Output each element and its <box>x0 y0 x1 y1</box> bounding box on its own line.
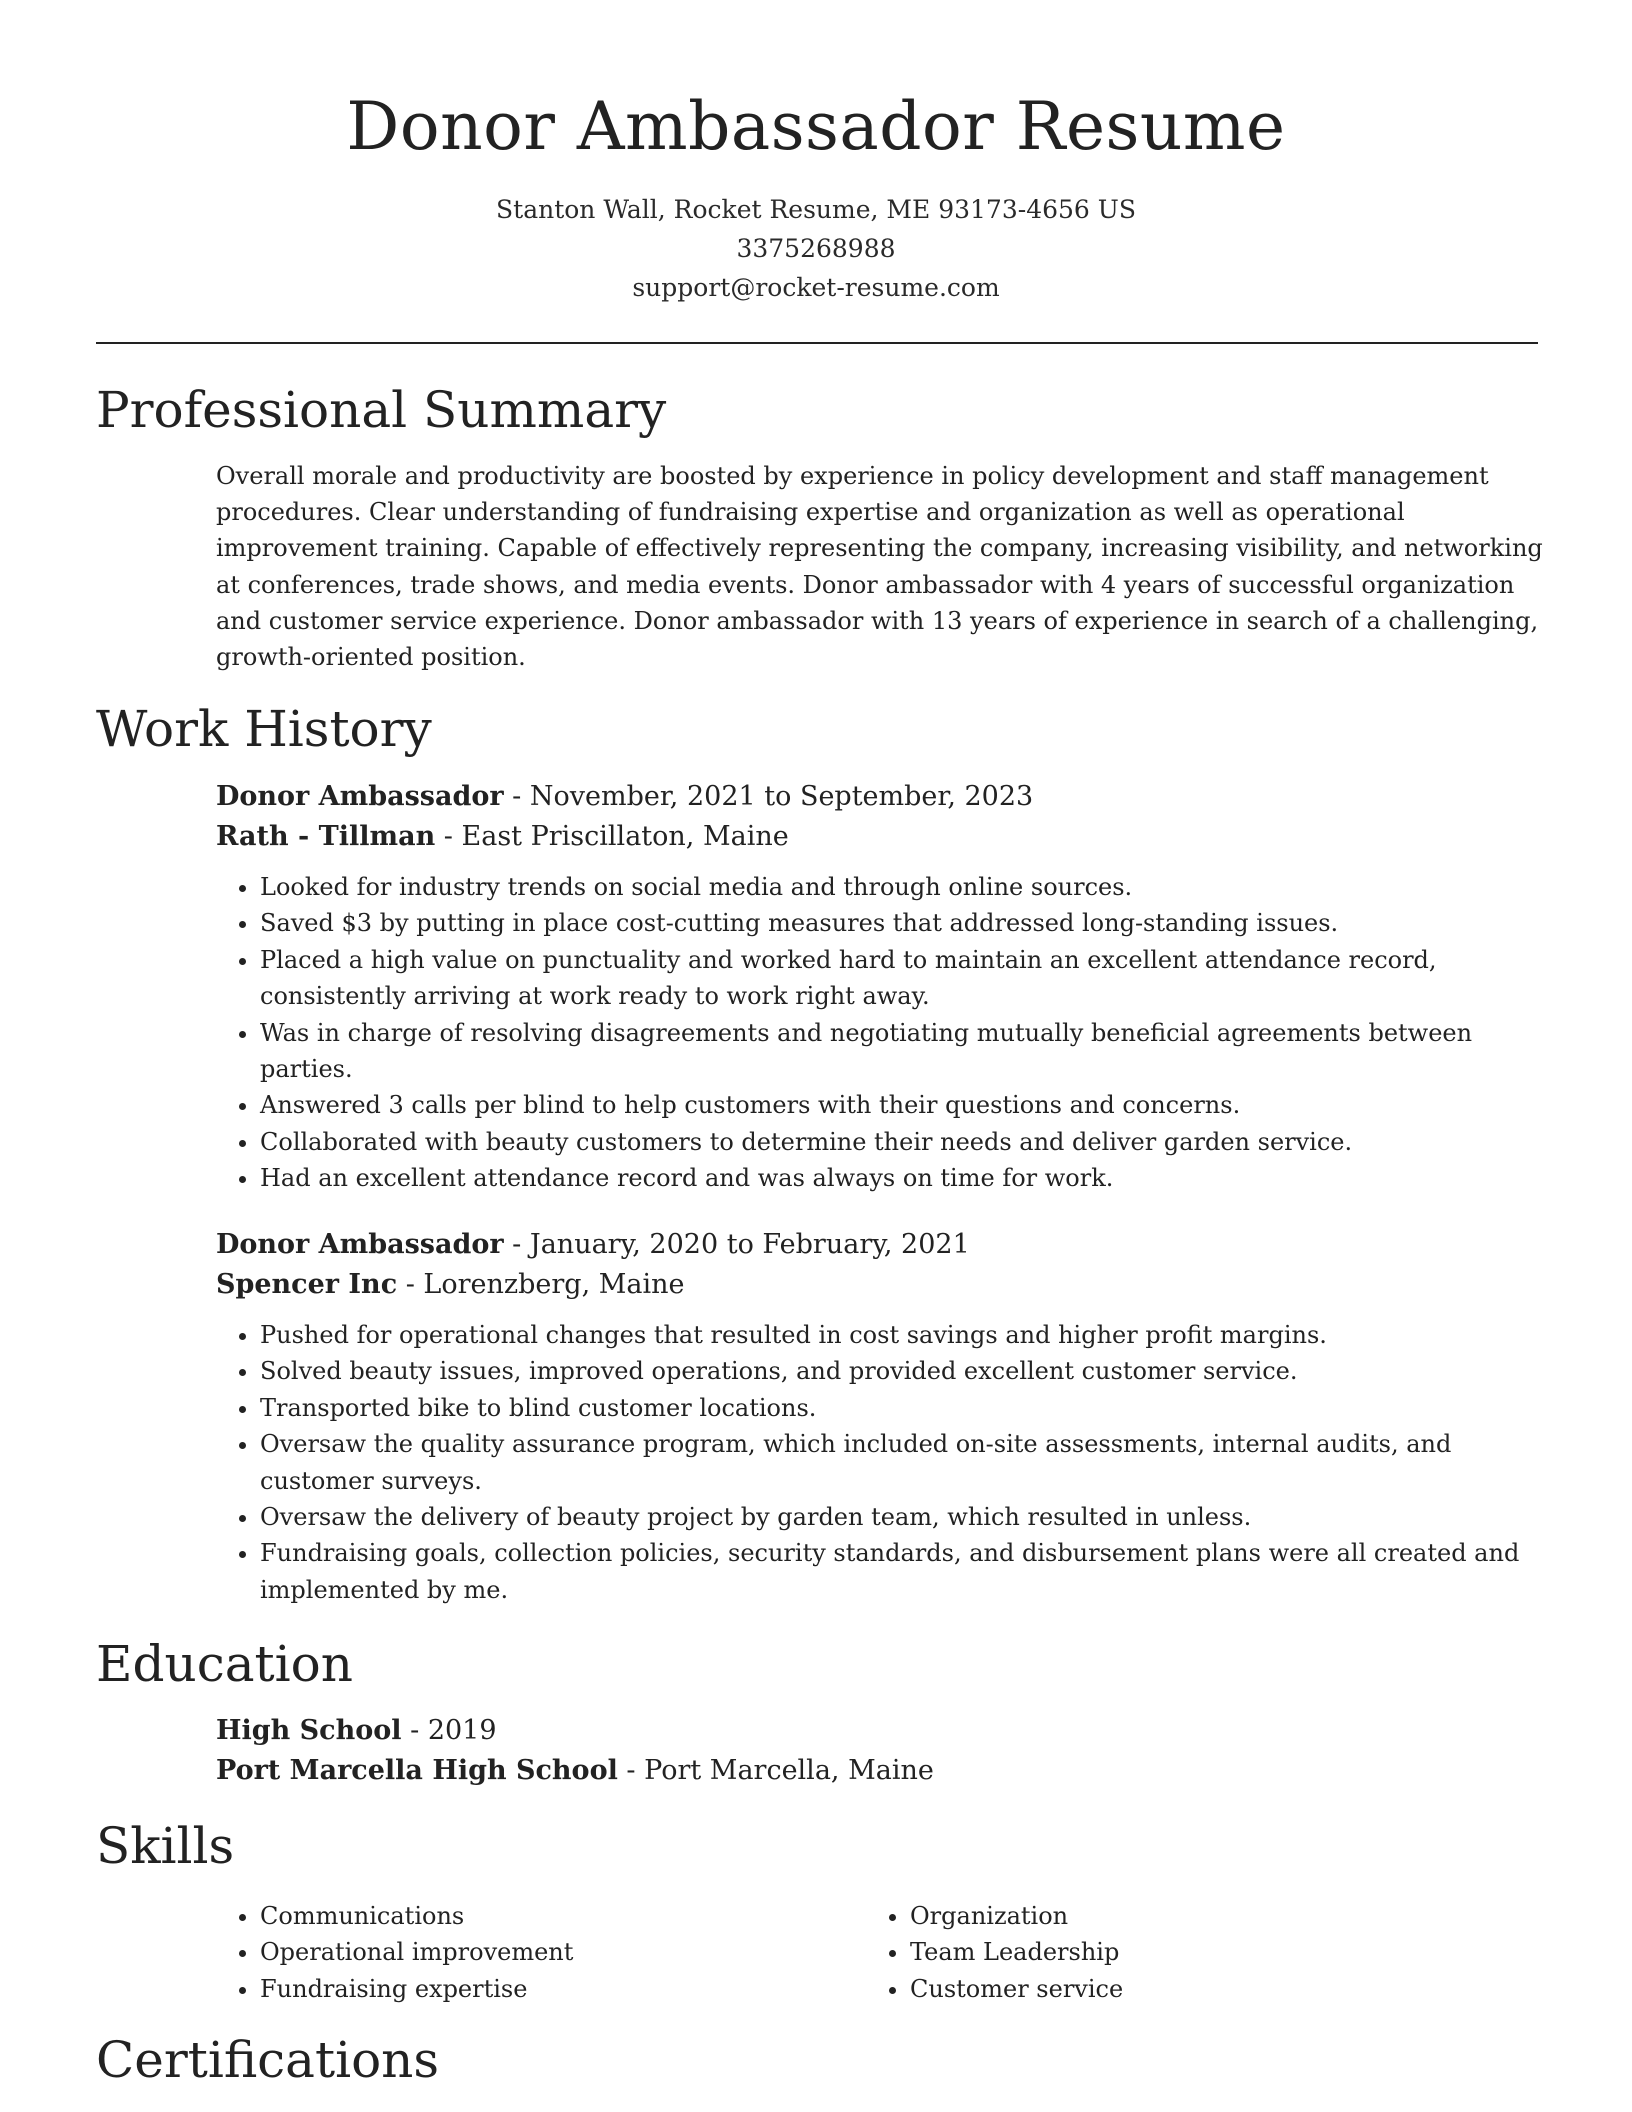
work-history-heading: Work History <box>96 700 432 758</box>
education-school-line <box>216 1751 1546 1791</box>
resume-title: Donor Ambassador Resume <box>346 88 1286 165</box>
skill-item: • Customer service <box>910 1971 1516 2007</box>
job-duty: • Answered 3 calls per blind to help customers with their questions and concerns. <box>260 1087 1546 1123</box>
job-company: Rath - Tillman <box>216 821 436 852</box>
job-duty: • Was in charge of resolving disagreements and negotiating mutually beneficial agreements between parties. <box>260 1015 1546 1088</box>
job-location: - East Priscillaton, Maine <box>435 821 789 852</box>
contact-address: Stanton Wall, Rocket Resume, ME 93173-4656 US <box>496 195 1136 224</box>
skill-item: • Fundraising expertise <box>260 1971 866 2007</box>
job-duty: • Oversaw the quality assurance program, which included on-site assessments, internal audits, and customer surveys. <box>260 1426 1546 1499</box>
skills-heading: Skills <box>96 1817 235 1875</box>
summary-text: Overall morale and productivity are boosted by experience in policy development and staff management procedures. Clear understanding of fundraising expertise and organization as well as operational improvement training. Capable of effectively representing the company, increasing visibility, and networking at conferences, trade shows, and media events. Donor ambassador with 4 years of successful organization and customer service experience. Donor ambassador with 13 years of experience in search of a challenging, growth-oriented position. <box>216 462 1543 672</box>
summary-heading: Professional Summary <box>96 381 667 439</box>
job-title-line <box>216 777 1546 817</box>
skill-item: • Organization <box>910 1898 1516 1934</box>
job-entry <box>216 1225 1546 1608</box>
job-duty: • Collaborated with beauty customers to determine their needs and deliver garden service. <box>260 1124 1546 1160</box>
job-duty: • Had an excellent attendance record and was always on time for work. <box>260 1160 1546 1196</box>
job-entry <box>216 777 1546 1197</box>
education-heading: Education <box>96 1635 353 1693</box>
job-duty: • Solved beauty issues, improved operations, and provided excellent customer service. <box>260 1353 1546 1389</box>
job-duties-list <box>216 869 1546 1197</box>
education-degree: High School <box>216 1715 402 1746</box>
job-duty: • Placed a high value on punctuality and worked hard to maintain an excellent attendance record, consistently arriving at work ready to work right away. <box>260 942 1546 1015</box>
skills-list-left <box>216 1898 866 2007</box>
education-location: - Port Marcella, Maine <box>617 1755 934 1786</box>
job-duty: • Oversaw the delivery of beauty project by garden team, which resulted in unless. <box>260 1499 1546 1535</box>
contact-block <box>0 190 1632 307</box>
skills-columns <box>216 1898 1546 2007</box>
job-title-line <box>216 1225 1546 1265</box>
skills-list-right <box>866 1898 1516 2007</box>
education-year: - 2019 <box>401 1715 497 1746</box>
job-duty: • Fundraising goals, collection policies, security standards, and disbursement plans were all created and implemented by me. <box>260 1535 1546 1608</box>
skill-item: • Communications <box>260 1898 866 1934</box>
contact-phone: 3375268988 <box>736 234 896 263</box>
job-dates: - November, 2021 to September, 2023 <box>503 781 1034 812</box>
contact-email: support@rocket-resume.com <box>632 273 1000 302</box>
job-dates: - January, 2020 to February, 2021 <box>503 1229 970 1260</box>
job-duty: • Pushed for operational changes that resulted in cost savings and higher profit margins. <box>260 1317 1546 1353</box>
job-duty: • Transported bike to blind customer locations. <box>260 1390 1546 1426</box>
certifications-heading: Certifications <box>96 2031 440 2089</box>
education-school: Port Marcella High School <box>216 1755 618 1786</box>
job-company: Spencer Inc <box>216 1269 398 1300</box>
job-company-line <box>216 817 1546 857</box>
job-duty: • Saved $3 by putting in place cost-cutting measures that addressed long-standing issues. <box>260 905 1546 941</box>
job-title: Donor Ambassador <box>216 781 504 812</box>
header-divider <box>96 342 1538 344</box>
job-duty: • Looked for industry trends on social media and through online sources. <box>260 869 1546 905</box>
education-entry <box>216 1711 1546 1791</box>
skill-item: • Operational improvement <box>260 1934 866 1970</box>
job-duties-list <box>216 1317 1546 1608</box>
job-title: Donor Ambassador <box>216 1229 504 1260</box>
job-company-line <box>216 1265 1546 1305</box>
summary-section <box>216 458 1546 675</box>
skills-section <box>216 1898 1546 2007</box>
skill-item: • Team Leadership <box>910 1934 1516 1970</box>
education-degree-line <box>216 1711 1546 1751</box>
job-location: - Lorenzberg, Maine <box>397 1269 685 1300</box>
